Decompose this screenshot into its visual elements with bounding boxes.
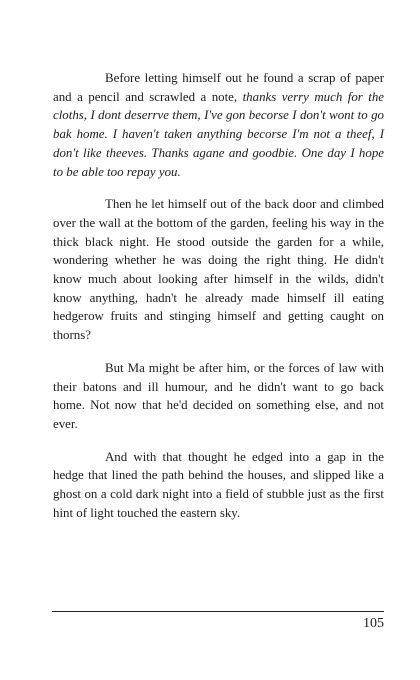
body-text [53, 69, 384, 536]
paragraph-decision: But Ma might be after him, or the forces of law with their batons and ill humour, and he didn't want to go back home. Not now that he'd decided on something else, and not ever. [53, 360, 384, 431]
paragraph-note [53, 69, 384, 181]
paragraph-leaving: Then he let himself out of the back door and climbed over the wall at the bottom of the garden, feeling his way in the thick black night. He stood outside the garden for a while, wondering whether he was doing the right thing. He didn't know much about looking after himself in the wilds, didn't know anything, hadn't he already made himself ill eating hedgerow fruits and stinging himself and getting caught on thorns? [53, 197, 384, 343]
handwritten-note-text: thanks verry much for the cloths, I dont deserrve them, I've gon becorse I don't wont to go bak home. I haven't taken anything becorse I'm not a theef, I don't like theeves. Thanks agane and goodbie. One day I hope to be able too repay you. [53, 89, 384, 179]
page-number: 105 [363, 616, 384, 631]
paragraph-note-intro: Before letting himself out he found a scrap of paper and a pencil and scrawled a note, [53, 71, 384, 104]
footer-divider [52, 611, 384, 612]
paragraph-departure: And with that thought he edged into a gap in the hedge that lined the path behind the houses, and slipped like a ghost on a cold dark night into a field of stubble just as the first hint of light touched the eastern sky. [53, 449, 384, 520]
